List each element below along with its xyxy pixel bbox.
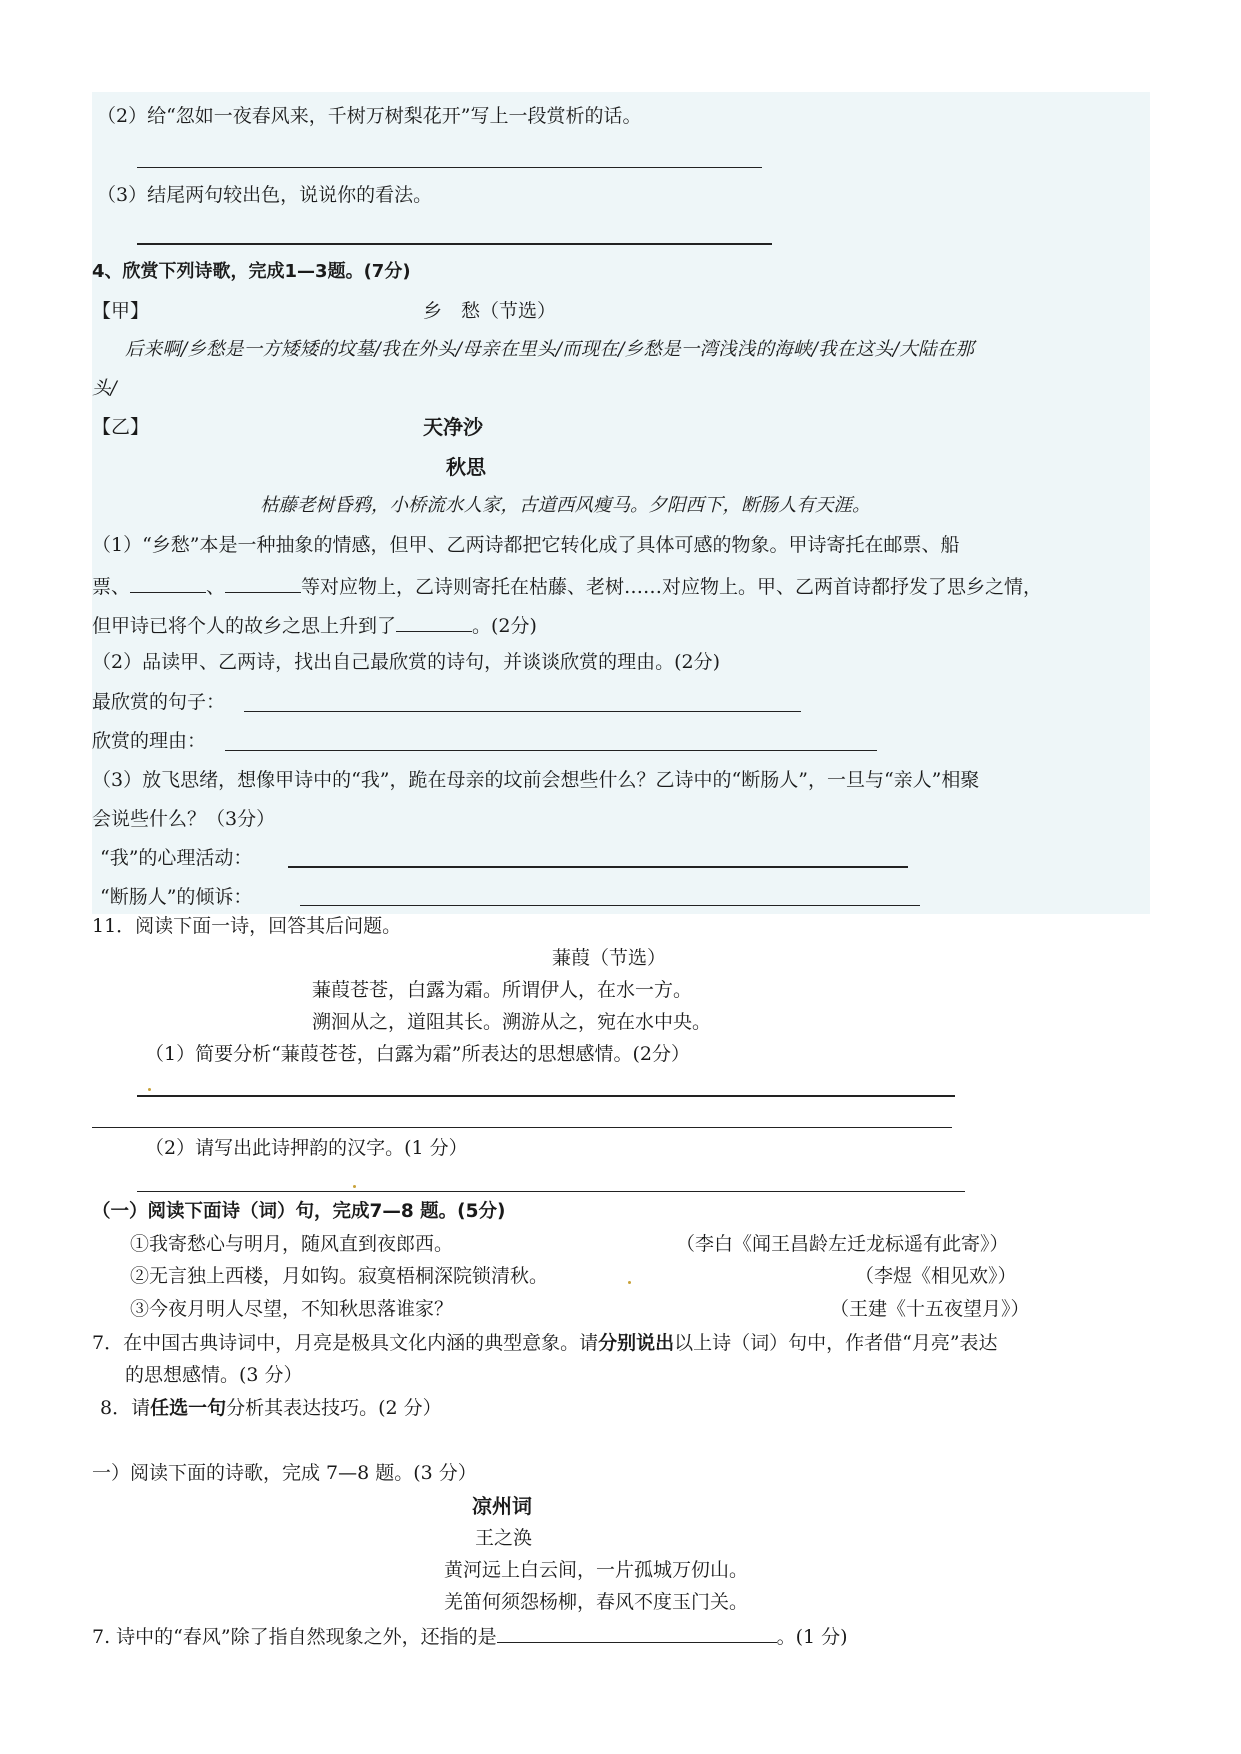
stray-mark: [353, 1185, 356, 1188]
answer-line[interactable]: [137, 243, 772, 245]
p1-line-c: [92, 611, 537, 638]
poem-jia-title-text: 乡 愁: [423, 300, 481, 322]
s11-question-2: （2）请写出此诗押韵的汉字。(1 分）: [145, 1137, 468, 1159]
q7-text: 以上诗（词）句中，作者借“月亮”表达: [674, 1332, 998, 1354]
stray-mark: [148, 1088, 151, 1091]
poem-jianjia-line-2: 溯洄从之，道阻其长。溯游从之，宛在水中央。: [312, 1011, 712, 1033]
p1-text: 但甲诗已将个人的故乡之思上升到了: [92, 615, 397, 637]
p3-me-label: “我”的心理活动：: [100, 847, 253, 869]
p3-line-b: 会说些什么？（3分）: [92, 808, 276, 830]
q8-text: 8．请: [100, 1397, 151, 1419]
moon-section-title: （一）阅读下面诗（词）句，完成7—8 题。(5分): [92, 1201, 506, 1222]
question-3-prompt: （3）结尾两句较出色，说说你的看法。: [97, 184, 433, 206]
fill-blank-1[interactable]: [130, 572, 206, 593]
p1-line-a: （1）“乡愁”本是一种抽象的情感，但甲、乙两诗都把它转化成了具体可感的物象。甲诗寄托在邮票、船: [92, 534, 960, 556]
p1-text: 、: [206, 576, 226, 598]
answer-line[interactable]: [137, 1095, 955, 1097]
lz-q7-text: 。(1 分): [776, 1626, 848, 1648]
moon-line-2-source: （李煜《相见欢》）: [855, 1265, 1017, 1287]
poem-liangzhou-line-2: 羌笛何须怨杨柳，春风不度玉门关。: [444, 1591, 749, 1613]
q8-text: 分析其表达技巧。(2 分）: [226, 1397, 442, 1419]
p3-duan-label: “断肠人”的倾诉：: [100, 886, 253, 908]
section-11-title: 11．阅读下面一诗，回答其后问题。: [92, 915, 402, 937]
p3-line-a: （3）放飞思绪，想像甲诗中的“我”，跪在母亲的坟前会想些什么？乙诗中的“断肠人”，一旦与“亲人”相聚: [92, 769, 980, 791]
moon-line-3: ③今夜月明人尽望，不知秋思落谁家？: [130, 1298, 454, 1320]
poem-yi-subtitle: 秋思: [446, 455, 486, 479]
moon-line-3-source: （王建《十五夜望月》）: [830, 1298, 1030, 1320]
moon-question-7: [92, 1331, 998, 1355]
liangzhou-section-title: 一）阅读下面的诗歌，完成 7—8 题。(3 分）: [92, 1462, 477, 1484]
poem-jia-title: [423, 299, 556, 323]
fill-blank-2[interactable]: [225, 572, 301, 593]
stray-mark: [628, 1281, 631, 1284]
lz-q7-text: 7. 诗中的“春风”除了指自然现象之外，还指的是: [92, 1626, 497, 1648]
poem-yi-title: 天净沙: [423, 415, 483, 439]
poem-jianjia-title: 蒹葭（节选）: [552, 947, 667, 969]
liangzhou-question-7: [92, 1622, 848, 1649]
answer-line[interactable]: [92, 1127, 952, 1128]
fill-blank-3[interactable]: [396, 611, 472, 632]
p2-reason-label: 欣赏的理由：: [92, 730, 207, 752]
q7-emphasis: 分别说出: [598, 1332, 675, 1354]
poem-jia-line-1: 后来啊/乡愁是一方矮矮的坟墓/我在外头/母亲在里头/而现在/乡愁是一湾浅浅的海峡/我在这头/大陆在那: [125, 339, 975, 360]
answer-line[interactable]: [137, 1191, 965, 1192]
p1-text: 票、: [92, 576, 131, 598]
answer-line[interactable]: [288, 866, 908, 868]
moon-line-1: ①我寄愁心与明月，随风直到夜郎西。: [130, 1233, 454, 1255]
poem-jia-line-2: 头/: [92, 378, 117, 399]
poem-yi-text: 枯藤老树昏鸦，小桥流水人家，古道西风瘦马。夕阳西下，断肠人有天涯。: [260, 495, 871, 516]
moon-question-8: [100, 1396, 442, 1420]
poem-jianjia-line-1: 蒹葭苍苍，白露为霜。所谓伊人，在水一方。: [312, 979, 693, 1001]
answer-line[interactable]: [300, 905, 920, 906]
poem-liangzhou-title: 凉州词: [472, 1494, 532, 1518]
p2-sentence-label: 最欣赏的句子：: [92, 691, 226, 713]
poem-jia-note: （节选）: [480, 300, 557, 322]
poem-jia-tag: 【甲】: [92, 300, 150, 322]
p2-prompt: （2）品读甲、乙两诗，找出自己最欣赏的诗句，并谈谈欣赏的理由。(2分): [92, 651, 721, 673]
answer-line[interactable]: [137, 167, 762, 168]
poem-liangzhou-line-1: 黄河远上白云间，一片孤城万仞山。: [444, 1559, 749, 1581]
moon-line-1-source: （李白《闻王昌龄左迁龙标遥有此寄》）: [676, 1233, 1009, 1255]
s11-question-1: （1）简要分析“蒹葭苍苍，白露为霜”所表达的思想感情。(2分）: [145, 1043, 691, 1065]
fill-blank-chunfeng[interactable]: [497, 1622, 777, 1643]
poem-liangzhou-author: 王之涣: [475, 1527, 533, 1549]
poem-yi-tag: 【乙】: [92, 416, 150, 438]
p1-line-b: [92, 572, 1042, 599]
answer-line[interactable]: [244, 711, 801, 712]
p1-text: 等对应物上，乙诗则寄托在枯藤、老树……对应物上。甲、乙两首诗都抒发了思乡之情，: [301, 576, 1043, 598]
p1-text: 。(2分): [472, 615, 537, 637]
answer-line[interactable]: [225, 750, 877, 751]
q7-text: 7．在中国古典诗词中，月亮是极具文化内涵的典型意象。请: [92, 1332, 599, 1354]
moon-question-7-cont: 的思想感情。(3 分）: [125, 1364, 303, 1386]
moon-line-2: ②无言独上西楼，月如钩。寂寞梧桐深院锁清秋。: [130, 1265, 549, 1287]
question-2-prompt: （2）给“忽如一夜春风来，千树万树梨花开”写上一段赏析的话。: [97, 105, 642, 127]
q8-emphasis: 任选一句: [150, 1397, 227, 1419]
section-4-title: 4、欣赏下列诗歌，完成1—3题。(7分): [92, 261, 411, 282]
